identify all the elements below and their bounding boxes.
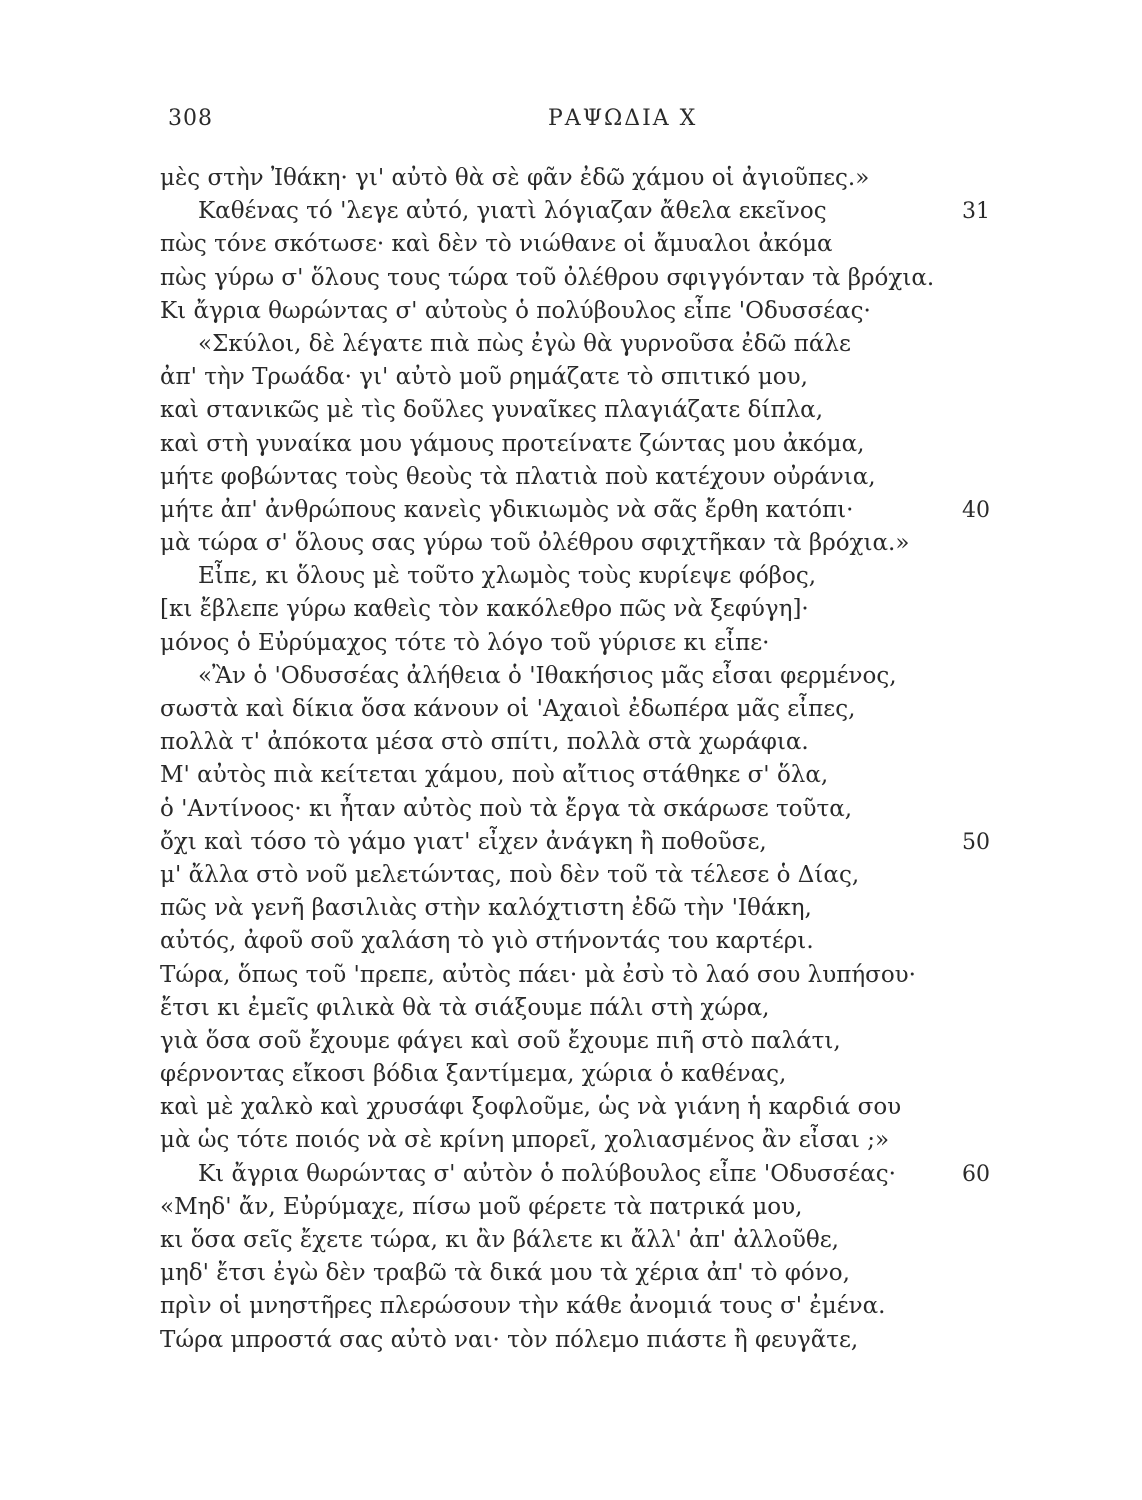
verse-line-text: καὶ στὴ γυναίκα μου γάμους προτείνατε ζώντας μου ἀκόμα, [160, 430, 865, 457]
verse-line [160, 892, 990, 925]
verse-line-text: ἔτσι κι ἐμεῖς φιλικὰ θὰ τὰ σιάξουμε πάλι στὴ χώρα, [160, 994, 770, 1021]
verse-line-text: καὶ στανικῶς μὲ τὶς δοῦλες γυναῖκες πλαγιάζατε δίπλα, [160, 397, 824, 424]
verse-line [160, 1025, 990, 1058]
verse-line [160, 1158, 990, 1191]
verse-line-text: «Μηδ' ἄν, Εὐρύμαχε, πίσω μοῦ φέρετε τὰ πατρικά μου, [160, 1193, 803, 1220]
verse-line [160, 195, 990, 228]
verse-line-text: μήτε φοβώντας τοὺς θεοὺς τὰ πλατιὰ ποὺ κατέχουν οὐράνια, [160, 463, 876, 490]
verse-line [160, 1091, 990, 1124]
verse-line-text: μὲς στὴν Ἰθάκη· γι' αὐτὸ θὰ σὲ φᾶν ἐδῶ χάμου οἱ ἀγιοῦπες.» [160, 165, 870, 191]
verse-line [160, 859, 990, 892]
verse-line-text: μὰ τώρα σ' ὅλους σας γύρω τοῦ ὀλέθρου σφιχτῆκαν τὰ βρόχια.» [160, 530, 910, 557]
verse-line [160, 1257, 990, 1290]
verse-line [160, 627, 990, 660]
verse-line [160, 826, 990, 859]
verse-line [160, 793, 990, 826]
verse-line [160, 660, 990, 693]
verse-line-text: «Ἂν ὁ 'Οδυσσέας ἀλήθεια ὁ 'Ιθακήσιος μᾶς εἶσαι φερμένος, [198, 662, 897, 689]
verse-line [160, 428, 990, 461]
verse-line [160, 1224, 990, 1257]
verse-line-text: Τώρα μπροστά σας αὐτὸ ναι· τὸν πόλεμο πιάστε ἢ φευγᾶτε, [160, 1326, 859, 1353]
verse-line-text: πὼς γύρω σ' ὅλους τους τώρα τοῦ ὀλέθρου σφιγγόνταν τὰ βρόχια. [160, 264, 935, 291]
running-title: ΡΑΨΩΔΙΑ Χ [548, 106, 698, 131]
verse-line [160, 162, 990, 195]
verse-line [160, 1058, 990, 1091]
verse-line-text: «Σκύλοι, δὲ λέγατε πιὰ πὼς ἐγὼ θὰ γυρνοῦσα ἐδῶ πάλε [198, 330, 851, 357]
verse-line-text: μ' ἄλλα στὸ νοῦ μελετώντας, ποὺ δὲν τοῦ τὰ τέλεσε ὁ Δίας, [160, 861, 860, 888]
verse-line [160, 361, 990, 394]
verse-line [160, 1124, 990, 1157]
verse-line [160, 295, 990, 328]
verse-line [160, 925, 990, 958]
line-number: 60 [962, 1161, 990, 1187]
verse-line [160, 262, 990, 295]
verse-line [160, 726, 990, 759]
line-number: 40 [962, 497, 990, 523]
verse-line [160, 1290, 990, 1323]
verse-text-block [160, 162, 990, 1357]
verse-line-text: μηδ' ἔτσι ἐγὼ δὲν τραβῶ τὰ δικά μου τὰ χέρια ἀπ' τὸ φόνο, [160, 1260, 850, 1287]
verse-line-text: Κι ἄγρια θωρώντας σ' αὐτὸν ὁ πολύβουλος εἶπε 'Οδυσσέας· [198, 1160, 896, 1187]
verse-line-text: Μ' αὐτὸς πιὰ κείτεται χάμου, ποὺ αἴτιος στάθηκε σ' ὅλα, [160, 762, 829, 789]
verse-line-text: Κι ἄγρια θωρώντας σ' αὐτοὺς ὁ πολύβουλος εἶπε 'Οδυσσέας· [160, 297, 871, 324]
verse-line-text: αὐτός, ἀφοῦ σοῦ χαλάση τὸ γιὸ στήνοντάς του καρτέρι. [160, 928, 814, 955]
verse-line [160, 461, 990, 494]
verse-line [160, 693, 990, 726]
verse-line-text: μήτε ἀπ' ἀνθρώπους κανεὶς γδικιωμὸς νὰ σᾶς ἔρθη κατόπι· [160, 496, 854, 523]
verse-line-text: πολλὰ τ' ἀπόκοτα μέσα στὸ σπίτι, πολλὰ στὰ χωράφια. [160, 729, 809, 756]
verse-line [160, 959, 990, 992]
verse-line-text: πρὶν οἱ μνηστῆρες πλερώσουν τὴν κάθε ἀνομιά τους σ' ἐμένα. [160, 1293, 886, 1320]
verse-line-text: μόνος ὁ Εὐρύμαχος τότε τὸ λόγο τοῦ γύρισε κι εἶπε· [160, 629, 770, 656]
verse-line-text: μὰ ὡς τότε ποιός νὰ σὲ κρίνη μπορεῖ, χολιασμένος ἂν εἶσαι ;» [160, 1127, 890, 1154]
line-number: 31 [962, 199, 990, 225]
verse-line-text: Καθένας τό 'λεγε αὐτό, γιατὶ λόγιαζαν ἄθελα εκεῖνος [198, 198, 827, 225]
verse-line [160, 1191, 990, 1224]
verse-line-text: φέρνοντας εἴκοσι βόδια ξαντίμεμα, χώρια ὁ καθένας, [160, 1061, 787, 1088]
verse-line [160, 992, 990, 1025]
page-number: 308 [168, 106, 213, 131]
verse-line [160, 759, 990, 792]
verse-line [160, 394, 990, 427]
verse-line-text: ὁ 'Αντίνοος· κι ἦταν αὐτὸς ποὺ τὰ ἔργα τὰ σκάρωσε τοῦτα, [160, 795, 853, 822]
verse-line [160, 1324, 990, 1357]
verse-line-text: [κι ἔβλεπε γύρω καθεὶς τὸν κακόλεθρο πῶς νὰ ξεφύγη]· [160, 596, 809, 623]
verse-line-text: σωστὰ καὶ δίκια ὅσα κάνουν οἱ 'Αχαιοὶ ἐδωπέρα μᾶς εἶπες, [160, 696, 856, 722]
verse-line-text: ἀπ' τὴν Τρωάδα· γι' αὐτὸ μοῦ ρημάζατε τὸ σπιτικό μου, [160, 364, 808, 391]
verse-line-text: κι ὅσα σεῖς ἔχετε τώρα, κι ἂν βάλετε κι ἄλλ' ἀπ' ἀλλοῦθε, [160, 1227, 839, 1253]
page-header [168, 106, 988, 140]
verse-line-text: πὼς τόνε σκότωσε· καὶ δὲν τὸ νιώθανε οἱ ἄμυαλοι ἀκόμα [160, 231, 833, 258]
verse-line [160, 593, 990, 626]
verse-line-text: καὶ μὲ χαλκὸ καὶ χρυσάφι ξοφλοῦμε, ὡς νὰ γιάνη ἡ καρδιά σου [160, 1094, 902, 1121]
verse-line [160, 228, 990, 261]
verse-line [160, 527, 990, 560]
verse-line-text: γιὰ ὅσα σοῦ ἔχουμε φάγει καὶ σοῦ ἔχουμε πιῆ στὸ παλάτι, [160, 1027, 841, 1054]
verse-line-text: ὄχι καὶ τόσο τὸ γάμο γιατ' εἶχεν ἀνάγκη ἢ ποθοῦσε, [160, 828, 767, 855]
verse-line [160, 328, 990, 361]
verse-line [160, 494, 990, 527]
verse-line-text: πῶς νὰ γενῆ βασιλιὰς στὴν καλόχτιστη ἐδῶ τὴν 'Ιθάκη, [160, 895, 812, 922]
line-number: 50 [962, 829, 990, 855]
verse-line-text: Εἶπε, κι ὅλους μὲ τοῦτο χλωμὸς τοὺς κυρίεψε φόβος, [198, 563, 817, 590]
verse-line [160, 560, 990, 593]
verse-line-text: Τώρα, ὅπως τοῦ 'πρεπε, αὐτὸς πάει· μὰ ἐσὺ τὸ λαό σου λυπήσου· [160, 961, 916, 988]
